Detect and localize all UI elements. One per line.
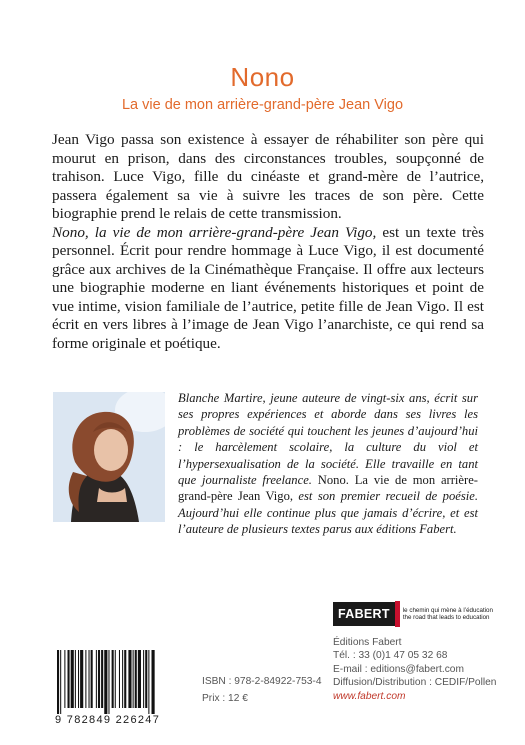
synopsis-title-italic: Nono, la vie de mon arrière-grand-père Jean Vigo,	[52, 223, 377, 241]
isbn: ISBN : 978-2-84922-753-4	[202, 676, 322, 687]
book-subtitle: La vie de mon arrière-grand-père Jean Vigo	[121, 97, 404, 113]
barcode	[55, 650, 185, 714]
publisher-logo	[333, 601, 493, 627]
barcode-digits: 9 782849 226247	[55, 714, 161, 726]
publisher-distribution: Diffusion/Distribution : CEDIF/Pollen	[333, 677, 497, 689]
author-bio-book-title: Nono. La vie de mon arrière-grand-père Jean Vigo,	[178, 473, 478, 504]
author-photo	[53, 392, 165, 522]
isbn-block	[202, 673, 322, 707]
publisher-website: www.fabert.com	[333, 690, 406, 702]
publisher-tagline-fr: le chemin qui mène à l’éducation	[402, 606, 493, 614]
publisher-email: E-mail : editions@fabert.com	[333, 663, 464, 675]
publisher-logo-bar	[395, 601, 400, 627]
author-bio-text-1: Blanche Martire, jeune auteure de vingt-six ans, écrit sur ses propres expériences et aborde dans ses livres les problèmes de société qui touchent les jeunes d’aujourd’hui : le harcèlement scolaire, la culture du viol et l’hypersexualisation de la société. Elle travaille en tant que journaliste freelance.	[178, 391, 478, 488]
synopsis-paragraph-1: Jean Vigo passa son existence à essayer de réhabiliter son père qui mourut en prison, dans des circonstances troubles, soupçonné de trahison. Luce Vigo, fille du cinéaste et grand-mère de l’autrice, passera également sa vie à suivre les traces de son père. Cette biographie prend le relais de cette transmission.	[52, 131, 484, 222]
publisher-tagline-en: the road that leads to education	[402, 614, 490, 621]
synopsis-paragraph-2-text: est un texte très personnel. Écrit pour rendre hommage à Luce Vigo, il est documenté grâce aux archives de la Cinémathèque Française. Il offre aux lecteurs une biographie moderne en liant événements historiques et point de vue intime, vision familiale de l’autrice, petite fille de Jean Vigo. Il est écrit en vers libres à l’image de Jean Vigo l’anarchiste, ce qui rend sa forme originale et poétique.	[52, 223, 484, 352]
price: Prix : 12 €	[202, 693, 248, 704]
publisher-tagline	[403, 607, 493, 622]
book-title: Nono	[230, 62, 295, 92]
author-bio	[178, 390, 478, 538]
synopsis	[52, 131, 484, 353]
publisher-tel: Tél. : 33 (0)1 47 05 32 68	[333, 650, 448, 662]
publisher-logo-text: FABERT	[333, 602, 395, 626]
publisher-name: Éditions Fabert	[333, 637, 402, 648]
author-bio-text-2: est son premier recueil de poésie. Aujourd’hui elle continue plus que jamais d’écrire, et est l’auteure de plusieurs textes parus aux éditions Fabert.	[178, 489, 478, 537]
publisher-contact	[333, 636, 496, 703]
synopsis-paragraph-2	[52, 224, 484, 354]
